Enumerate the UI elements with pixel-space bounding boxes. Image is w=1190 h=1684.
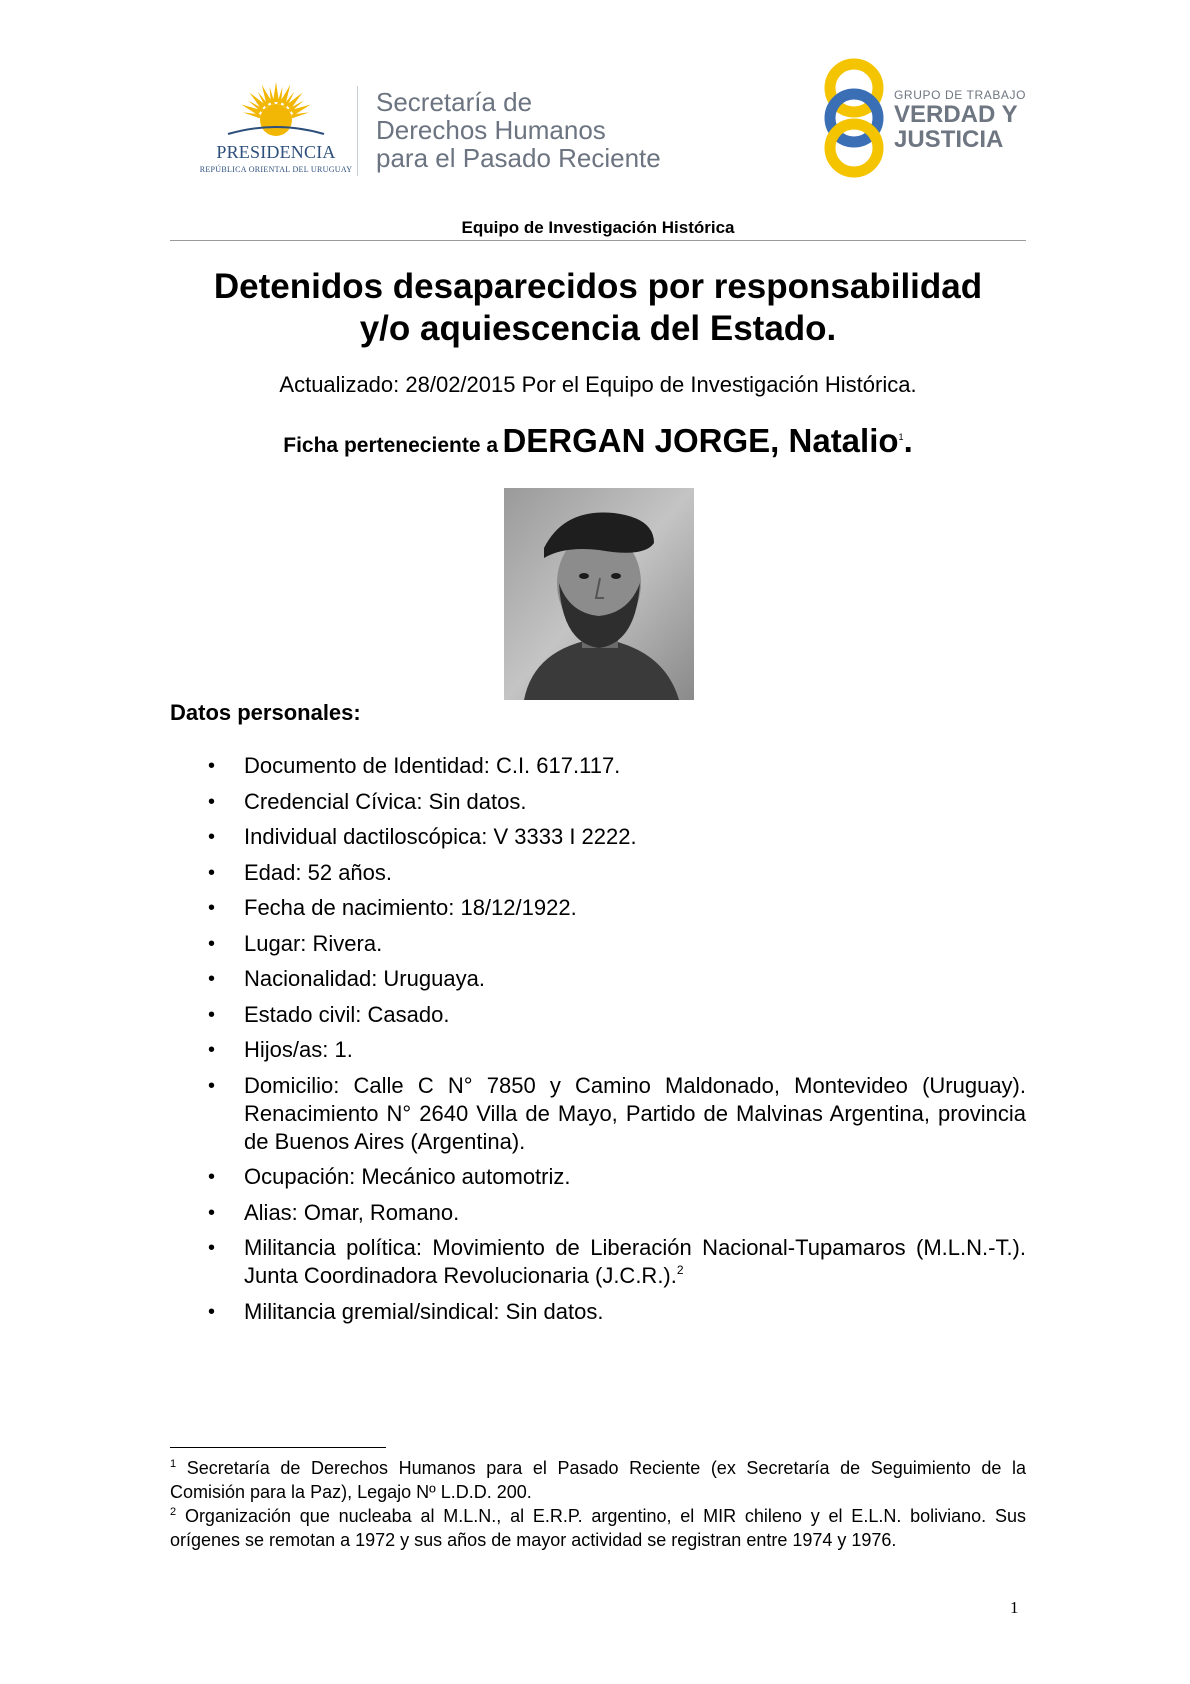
list-item: • Estado civil: Casado. [200,1001,1026,1029]
list-item: • Fecha de nacimiento: 18/12/1922. [200,894,1026,922]
secretaria-line-2: Derechos Humanos [376,115,606,145]
list-item: • Documento de Identidad: C.I. 617.117. [200,752,1026,780]
document-title [170,266,1026,350]
presidencia-name: PRESIDENCIA [216,142,336,162]
team-heading: Equipo de Investigación Histórica [461,218,735,237]
rings-icon [822,56,892,180]
vyj-line-1: VERDAD Y [894,101,1018,128]
vyj-small-text: GRUPO DE TRABAJO [894,88,1027,102]
list-item: • Militancia gremial/sindical: Sin datos. [200,1298,1026,1326]
page-number: 1 [1010,1598,1019,1617]
list-item: • Militancia política: Movimiento de Liberación Nacional-Tupamaros (M.L.N.-T.). Junta Coordinadora Revolucionaria (J.C.R.).$^2$ [200,1234,1026,1290]
secretaria-line-1: Secretaría de [376,87,533,117]
footnote-2: $^2$ Organización que nucleaba al M.L.N., al E.R.P. argentino, el MIR chileno y el E.L.N. boliviano. Sus orígenes se remotan a 1972 y sus años de mayor actividad se registran entre 1974 y 1976. [170,1506,1026,1550]
list-item: • Alias: Omar, Romano. [200,1199,1026,1227]
footnote-ref-1[interactable]: 1 [898,432,904,442]
sun-icon [226,80,326,140]
secretaria-line-3: para el Pasado Reciente [376,143,661,173]
updated-line: Actualizado: 28/02/2015 Por el Equipo de Investigación Histórica. [279,372,917,397]
section-heading-personal-data: Datos personales: [170,700,361,725]
list-item: • Nacionalidad: Uruguaya. [200,965,1026,993]
footnote-1: $^1$ Secretaría de Derechos Humanos para el Pasado Reciente (ex Secretaría de Seguimiento de la Comisión para la Paz), Legajo Nº L.D.D. 200. [170,1458,1026,1502]
list-item: • Hijos/as: 1. [200,1036,1026,1064]
footnote-separator [170,1447,386,1448]
vyj-big-text [894,102,1018,152]
header-divider [357,86,358,176]
list-item: • Edad: 52 años. [200,859,1026,887]
title-line-2: y/o aquiescencia del Estado. [359,309,837,348]
list-item: • Lugar: Rivera. [200,930,1026,958]
ficha-prefix: Ficha perteneciente a [283,434,499,457]
list-item: • Domicilio: Calle C N° 7850 y Camino Maldonado, Montevideo (Uruguay). Renacimiento N° 2640 Villa de Mayo, Partido de Malvinas Argentina, provincia de Buenos Aires (Argentina). [200,1072,1026,1156]
personal-data-list [200,752,1026,1333]
footnotes [170,1456,1026,1552]
ficha-suffix: . [903,422,913,459]
list-item: • Credencial Cívica: Sin datos. [200,788,1026,816]
footnote-ref-2[interactable]: 2 [676,1263,684,1277]
presidencia-subtitle: REPÚBLICA ORIENTAL DEL URUGUAY [199,165,353,174]
ficha-heading [170,422,1026,460]
list-item: • Ocupación: Mecánico automotriz. [200,1163,1026,1191]
title-line-1: Detenidos desaparecidos por responsabilidad [213,267,983,306]
person-photo [504,488,694,700]
secretaria-logo-text [376,88,661,172]
presidencia-logo [196,80,356,180]
portrait-image [504,488,694,700]
list-item: • Individual dactiloscópica: V 3333 I 2222. [200,823,1026,851]
vyj-line-2: JUSTICIA [894,126,1004,153]
header-rule [170,240,1026,241]
verdad-justicia-logo [822,56,1032,180]
person-name: DERGAN JORGE, Natalio [502,422,899,459]
